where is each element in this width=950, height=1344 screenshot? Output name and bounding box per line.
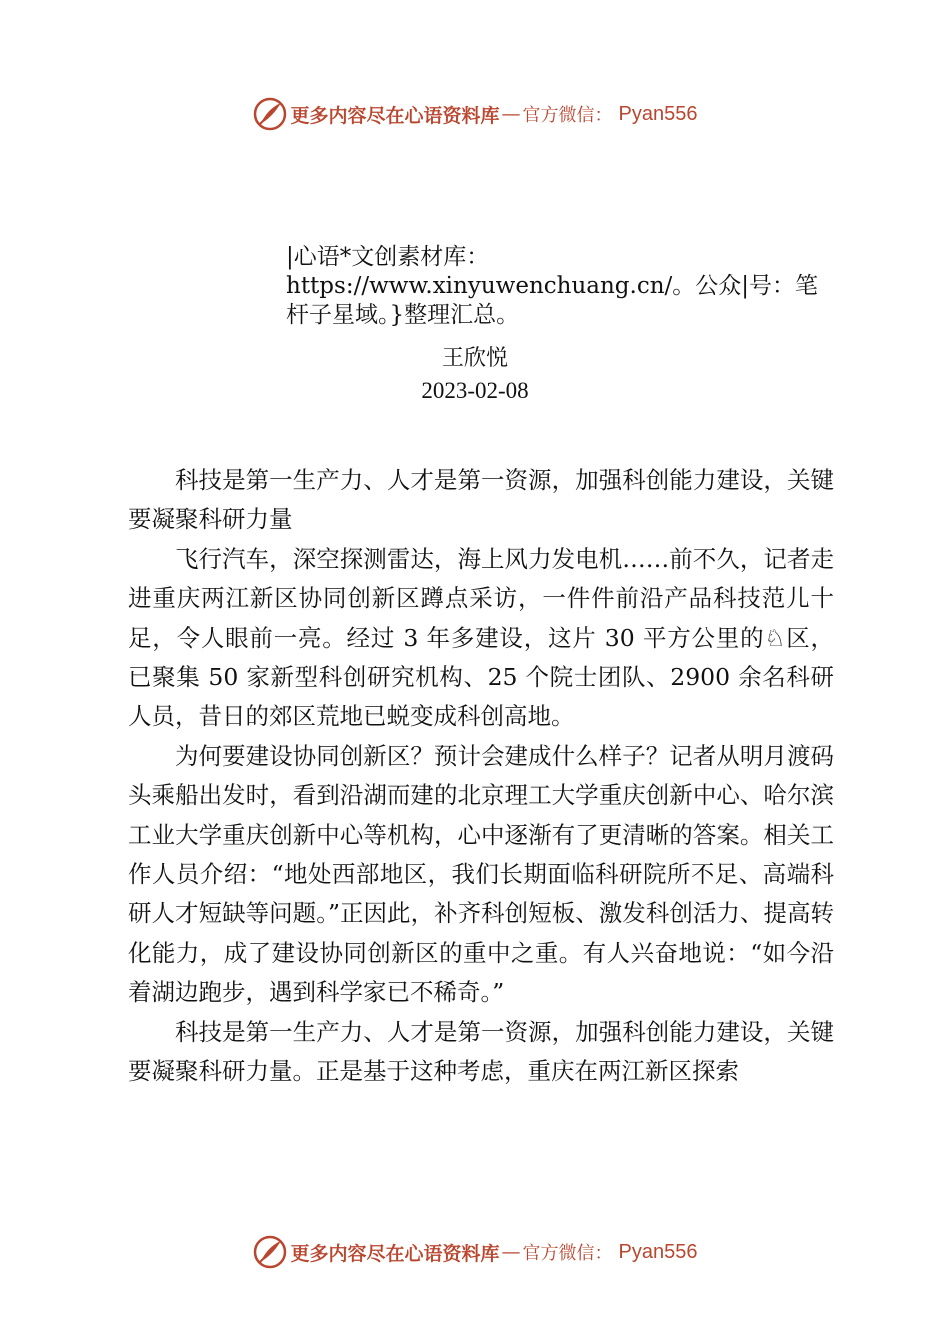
top-banner <box>0 94 950 134</box>
paragraph: 为何要建设协同创新区？预计会建成什么样子？记者从明月渡码头乘船出发时，看到沿湖而建的北京理工大学重庆创新中心、哈尔滨工业大学重庆创新中心等机构，心中逐渐有了更清晰的答案。相关工作人员介绍：“地处西部地区，我们长期面临科研院所不足、高端科研人才短缺等问题。”正因此，补齐科创短板、激发科创活力、提高转化能力，成了建设协同创新区的重中之重。有人兴奋地说：“如今沿着湖边跑步，遇到科学家已不稀奇。” <box>128 741 834 1007</box>
wechat-label: 官方微信： <box>522 1243 613 1264</box>
bottom-banner <box>0 1232 950 1272</box>
wechat-label: 官方微信： <box>522 105 613 126</box>
source-note: |心语*文创素材库：https://www.xinyuwenchuang.cn/。公众|号：笔杆子星域。}整理汇总。 <box>286 244 819 328</box>
banner-text: 更多内容尽在心语资料库 <box>290 1242 500 1265</box>
quill-logo-icon <box>253 1235 287 1269</box>
wechat-id: Pyan556 <box>618 102 698 125</box>
banner-dash: — <box>501 1241 521 1263</box>
banner-text: 更多内容尽在心语资料库 <box>290 104 500 127</box>
paragraph: 飞行汽车，深空探测雷达，海上风力发电机……前不久，记者走进重庆两江新区协同创新区蹲点采访，一件件前沿产品科技范儿十足，令人眼前一亮。经过 3 年多建设，这片 30 平方公里的♘区，已聚集 50 家新型科创研究机构、25 个院士团队、2900 余名科研人员，昔日的郊区荒地已蜕变成科创高地。 <box>128 544 834 731</box>
paragraph: 科技是第一生产力、人才是第一资源，加强科创能力建设，关键要凝聚科研力量。正是基于这种考虑，重庆在两江新区探索 <box>128 1017 834 1086</box>
wechat-id: Pyan556 <box>618 1240 698 1263</box>
quill-logo-icon <box>253 97 287 131</box>
article-body <box>128 461 834 1092</box>
publish-date: 2023-02-08 <box>421 378 529 403</box>
banner-dash: — <box>501 103 521 125</box>
author-name: 王欣悦 <box>441 346 508 371</box>
paragraph: 科技是第一生产力、人才是第一资源，加强科创能力建设，关键要凝聚科研力量 <box>128 466 834 534</box>
